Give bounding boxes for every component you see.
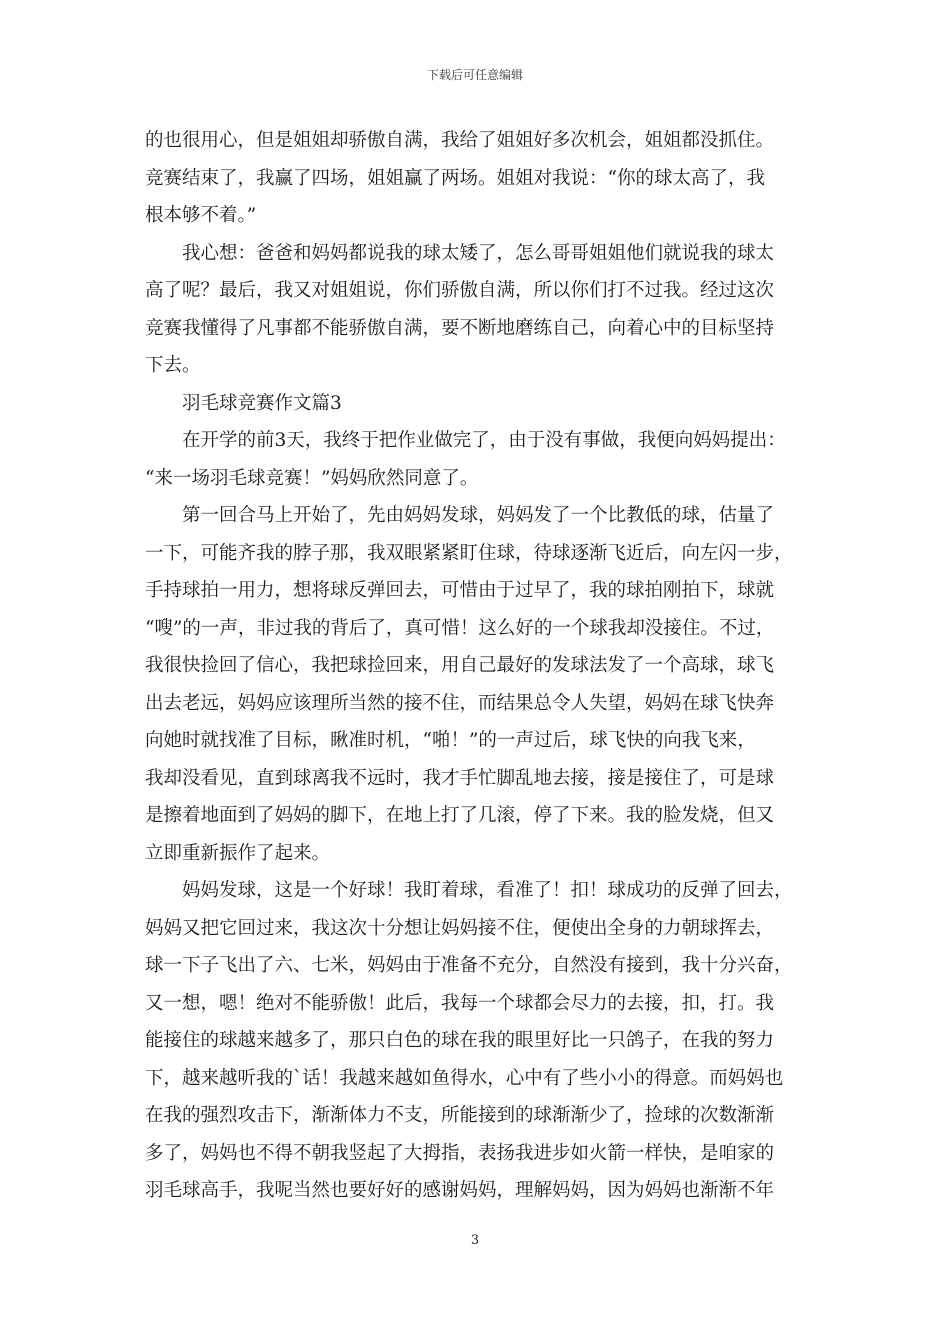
text-line: 羽毛球竞赛作文篇3 [182,392,342,414]
text-line: 球一下子飞出了六、七米，妈妈由于准备不充分，自然没有接到，我十分兴奋， [145,955,793,976]
page-number: 3 [470,1233,480,1248]
text-line: 我很快捡回了信心，我把球捡回来，用自己最好的发球法发了一个高球，球飞 [145,655,775,676]
text-line: 在我的强烈攻击下，渐渐体力不支，所能接到的球渐渐少了，捡球的次数渐渐 [145,1105,775,1126]
document-body [145,122,827,1210]
text-line: 竞赛我懂得了凡事都不能骄傲自满，要不断地磨练自己，向着心中的目标坚持 [145,317,775,339]
text-line: 手持球拍一用力，想将球反弹回去，可惜由于过早了，我的球拍刚拍下，球就 [145,580,775,601]
text-line: 下去。 [145,355,201,376]
text-line: 能接住的球越来越多了，那只白色的球在我的眼里好比一只鸽子，在我的努力 [145,1030,775,1051]
text-line: 一下，可能齐我的脖子那，我双眼紧紧盯住球，待球逐渐飞近后，向左闪一步， [145,542,793,564]
text-line: 我心想：爸爸和妈妈都说我的球太矮了，怎么哥哥姐姐他们就说我的球太 [182,242,775,264]
text-line: 是擦着地面到了妈妈的脚下，在地上打了几滚，停了下来。我的脸发烧，但又 [145,805,775,826]
text-line: 多了，妈妈也不得不朝我竖起了大拇指，表扬我进步如火箭一样快，是咱家的 [145,1142,775,1164]
text-line: 妈妈发球，这是一个好球！我盯着球，看准了！扣！球成功的反弹了回去， [182,880,793,901]
text-line: 羽毛球高手，我呢当然也要好好的感谢妈妈，理解妈妈，因为妈妈也渐渐不年 [145,1180,775,1201]
text-line: 妈妈又把它回过来，我这次十分想让妈妈接不住，便使出全身的力朝球挥去， [145,917,775,939]
text-line: “来一场羽毛球竞赛！”妈妈欣然同意了。 [145,467,479,489]
text-line: 我却没看见，直到球离我不远时，我才手忙脚乱地去接，接是接住了，可是球 [145,767,775,789]
text-line: 在开学的前3天，我终于把作业做完了，由于没有事做，我便向妈妈提出： [182,430,786,451]
text-line: 的也很用心，但是姐姐却骄傲自满，我给了姐姐好多次机会，姐姐都没抓住。 [145,130,775,151]
text-line: 出去老远，妈妈应该理所当然的接不住，而结果总令人失望，妈妈在球飞快奔 [145,692,775,714]
text-line: 立即重新振作了起来。 [145,842,331,864]
text-line: 又一想，嗯！绝对不能骄傲！此后，我每一个球都会尽力的去接，扣，打。我 [145,992,775,1014]
text-line: 下，越来越听我的`话！我越来越如鱼得水，心中有了些小小的得意。而妈妈也 [145,1067,784,1089]
text-line: 竞赛结束了，我赢了四场，姐姐赢了两场。姐姐对我说：“你的球太高了，我 [145,167,765,189]
text-line: “嗖”的一声，非过我的背后了，真可惜！这么好的一个球我却没接住。不过， [145,617,775,639]
text-line: 根本够不着。” [145,205,257,226]
text-line: 高了呢？最后，我又对姐姐说，你们骄傲自满，所以你们打不过我。经过这次 [145,280,775,301]
text-line: 第一回合马上开始了，先由妈妈发球，妈妈发了一个比教低的球，估量了 [182,505,775,526]
page-header: 下载后可任意编辑 [426,68,523,82]
text-line: 向她时就找准了目标，瞅准时机，“啪！”的一声过后，球飞快的向我飞来， [145,730,756,751]
